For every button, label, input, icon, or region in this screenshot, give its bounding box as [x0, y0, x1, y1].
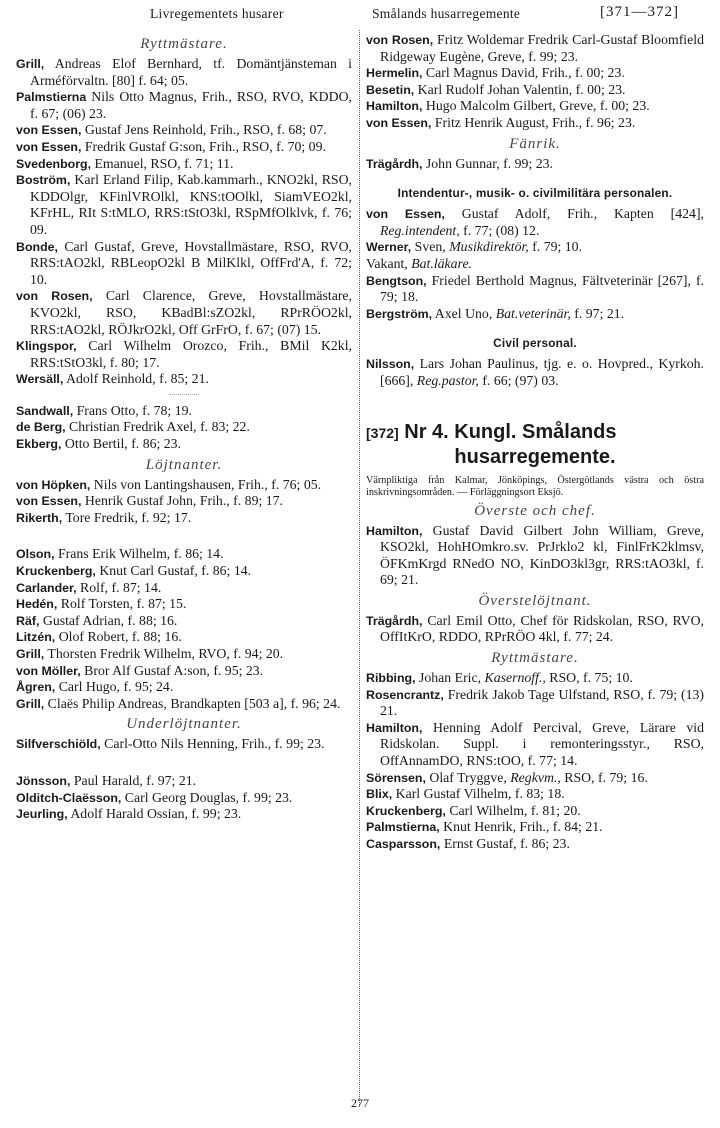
- entry-details: f. 66; (97) 03.: [478, 372, 559, 388]
- roster-entry: [366, 720, 704, 770]
- regiment-header: [366, 420, 704, 499]
- entry-surname: Bergström,: [366, 306, 433, 321]
- roster-entry: [16, 629, 352, 646]
- roster-entry: [16, 790, 352, 807]
- roster-entry: [366, 803, 704, 820]
- entry-surname: Rosencrantz,: [366, 687, 444, 702]
- roster-entry: [366, 32, 704, 65]
- entry-surname: Jeurling,: [16, 807, 68, 822]
- roster-entry: [16, 493, 352, 510]
- entry-details: Gustaf Jens Reinhold, Frih., RSO, f. 68; 07.: [81, 122, 327, 138]
- section-heading: Fänrik.: [509, 135, 561, 152]
- right-column-bottom: [366, 503, 704, 853]
- entry-details: Vakant,: [366, 255, 412, 271]
- roster-entry: [16, 773, 352, 790]
- entry-title-italic: Bat.läkare.: [411, 255, 473, 271]
- roster-entry: [16, 371, 352, 388]
- entry-details: Carl Wilhelm Orozco, Frih., BMil K2kl, RRS:tStO3kl, f. 80; 17.: [30, 338, 352, 370]
- roster-entry: [16, 56, 352, 89]
- entry-surname: Litzén,: [16, 630, 56, 645]
- entry-surname: de Berg,: [16, 420, 66, 435]
- entry-surname: von Essen,: [16, 139, 82, 154]
- entry-surname: Trägårdh,: [366, 613, 423, 628]
- right-column: [366, 32, 704, 853]
- column-divider: [359, 30, 360, 1105]
- roster-entry: [16, 172, 352, 238]
- regiment-title: [366, 420, 704, 469]
- entry-surname: von Essen,: [16, 123, 82, 138]
- entry-details: Lars Johan Paulinus, tjg. e. o. Hovpred., Kyrkoh. [666],: [380, 356, 704, 388]
- entry-surname: von Essen,: [366, 207, 445, 222]
- entry-details: f. 97; 21.: [570, 305, 625, 321]
- entry-details: Johan Eric,: [415, 670, 485, 686]
- entry-details: Paul Harald, f. 97; 21.: [70, 772, 197, 788]
- entry-title-italic: Bat.veterinär,: [495, 305, 571, 321]
- section-heading-caps: Civil personal.: [493, 336, 577, 351]
- entry-surname: Grill,: [16, 57, 45, 71]
- entry-details: Henrik Gustaf John, Frih., f. 89; 17.: [81, 493, 283, 509]
- page-number: 277: [351, 1096, 369, 1110]
- roster-entry: [16, 563, 352, 580]
- roster-entry: [366, 115, 704, 132]
- entry-surname: Grill,: [16, 696, 45, 711]
- section-heading: Ryttmästare.: [491, 650, 579, 667]
- entry-details: Carl-Otto Nils Henning, Frih., f. 99; 23.: [100, 736, 325, 752]
- entry-surname: Bonde,: [16, 239, 58, 254]
- roster-entry: [366, 273, 704, 306]
- roster-entry: [16, 122, 352, 139]
- entry-surname: von Rosen,: [16, 289, 93, 304]
- entry-surname: Hedén,: [16, 597, 58, 612]
- entry-title-italic: Regkvm.,: [510, 769, 561, 785]
- entry-details: Carl Emil Otto, Chef för Ridskolan, RSO, RVO, OffItKrO, RDDO, RPrRÖO 4kl, f. 77; 24.: [380, 612, 704, 645]
- entry-details: Nils von Lantingshausen, Frih., f. 76; 05.: [90, 476, 322, 492]
- entry-details: Hugo Malcolm Gilbert, Greve, f. 00; 23.: [422, 98, 650, 114]
- roster-entry: [16, 510, 352, 527]
- entry-surname: Klingspor,: [16, 339, 77, 354]
- roster-entry: [16, 736, 352, 753]
- entry-details: Adolf Harald Ossian, f. 99; 23.: [67, 806, 242, 822]
- roster-entry: [16, 338, 352, 371]
- entry-surname: Svedenborg,: [16, 156, 92, 171]
- entry-details: Thorsten Fredrik Wilhelm, RVO, f. 94; 20.: [44, 646, 284, 661]
- roster-entry: [16, 288, 352, 338]
- roster-entry: [16, 436, 352, 453]
- regiment-note: Värnpliktiga från Kalmar, Jönköpings, Östergötlands västra och östra inskrivningsområden. — Förläggningsort Eksjö.: [366, 474, 704, 498]
- entry-details: Gustaf Adolf, Frih., Kapten [424],: [444, 206, 704, 222]
- entry-details: Andreas Elof Bernhard, tf. Domäntjänsteman i Arméförvaltn. [80] f. 64; 05.: [30, 56, 352, 88]
- entry-details: Fredrik Jakob Tage Ulfstand, RSO, f. 79; (13) 21.: [380, 686, 704, 719]
- entry-title-italic: Musikdirektör,: [449, 239, 529, 255]
- entry-surname: von Möller,: [16, 663, 81, 678]
- entry-details: Knut Henrik, Frih., f. 84; 21.: [439, 819, 603, 835]
- entry-surname: Wersäll,: [16, 372, 64, 387]
- entry-details: Gustaf David Gilbert John William, Greve, KSO2kl, HohHOmkro.sv. PrJrklo2 kl, FinlFrK2klmsv, ÖFKmKrgd RNedO NO, KinDO3kl3gr, RRS:tAO3kl, f. 69; 21.: [380, 522, 704, 588]
- entry-surname: Hamilton,: [366, 720, 423, 735]
- roster-entry: [16, 239, 352, 289]
- entry-details: f. 77; (08) 12.: [459, 222, 540, 238]
- roster-entry: [16, 663, 352, 680]
- entry-details: Otto Bertil, f. 86; 23.: [61, 436, 182, 452]
- entry-details: Christian Fredrik Axel, f. 83; 22.: [65, 419, 250, 435]
- entry-details: Carl Georg Douglas, f. 99; 23.: [121, 789, 293, 805]
- roster-entry: [366, 670, 704, 687]
- running-head-right: Smålands husarregemente: [372, 6, 521, 21]
- left-column: [16, 32, 352, 823]
- entry-surname: Hermelin,: [366, 66, 423, 81]
- entry-details: Rolf Torsten, f. 87; 15.: [57, 596, 187, 612]
- entry-details: f. 79; 10.: [528, 239, 583, 255]
- roster-entry: [16, 806, 352, 823]
- entry-details: Henning Adolf Percival, Greve, Lärare vid Ridskolan. Suppl. i remonteringsstyr., RSO, OffAnnamDO, RNS:tOO, f. 77; 14.: [380, 719, 704, 769]
- entry-details: Fritz Henrik August, Frih., f. 96; 23.: [431, 114, 636, 130]
- roster-entry: [366, 206, 704, 239]
- entry-surname: Sörensen,: [366, 770, 426, 785]
- regiment-title-text: Nr 4. Kungl. Smålands: [404, 420, 617, 443]
- roster-entry: [366, 523, 704, 589]
- entry-details: Sven,: [411, 239, 450, 255]
- entry-surname: von Essen,: [16, 494, 82, 509]
- entry-surname: Casparsson,: [366, 837, 441, 851]
- entry-surname: Blix,: [366, 787, 393, 802]
- entry-surname: Bengtson,: [366, 273, 427, 288]
- entry-details: Olof Robert, f. 88; 16.: [55, 629, 182, 645]
- entry-surname: von Rosen,: [366, 33, 434, 47]
- entry-surname: Hamilton,: [366, 523, 423, 538]
- roster-entry: [16, 696, 352, 713]
- entry-title-italic: Reg.intendent,: [380, 222, 460, 238]
- entry-details: Frans Otto, f. 78; 19.: [73, 402, 192, 418]
- entry-surname: Silfverschiöld,: [16, 737, 101, 752]
- section-heading: Överste och chef.: [474, 502, 596, 519]
- entry-details: Karl Erland Filip, Kab.kammarh., KNO2kl, RSO, KDDOlgr, KFinlVROlkl, KNS:tOOlkl, SiamVEO2kl, KFrHL, RIt S:tMLO, RRS:tStO3kl, RSpMfOlklvk, f. 76; 09.: [30, 172, 352, 237]
- entry-details: Carl Wilhelm, f. 81; 20.: [445, 802, 581, 818]
- entry-details: Friedel Berthold Magnus, Fältveterinär [267], f. 79; 18.: [380, 272, 704, 305]
- entry-surname: Grill,: [16, 647, 45, 661]
- entry-details: Carl Hugo, f. 95; 24.: [55, 679, 174, 695]
- roster-entry: [16, 580, 352, 597]
- roster-entry: [16, 546, 352, 563]
- roster-entry: [16, 613, 352, 630]
- roster-entry: [366, 770, 704, 787]
- roster-entry: [366, 306, 704, 323]
- entry-details: Adolf Reinhold, f. 85; 21.: [63, 371, 209, 387]
- section-heading: Löjtnanter.: [145, 456, 223, 473]
- entry-details: John Gunnar, f. 99; 23.: [422, 155, 553, 171]
- regiment-title-line2: husarregemente.: [454, 445, 616, 468]
- roster-entry: [366, 239, 704, 256]
- roster-entry: [366, 687, 704, 720]
- entry-surname: Palmstierna: [16, 90, 87, 105]
- entry-details: Knut Carl Gustaf, f. 86; 14.: [95, 563, 252, 579]
- entry-details: Claës Philip Andreas, Brandkapten [503 a], f. 96; 24.: [44, 695, 341, 711]
- entry-surname: Ekberg,: [16, 437, 62, 452]
- entry-details: Nils Otto Magnus, Frih., RSO, RVO, KDDO, f. 67; (06) 23.: [30, 89, 352, 121]
- right-column-top: [366, 32, 704, 390]
- entry-surname: Trägårdh,: [366, 156, 423, 171]
- entry-details: Axel Uno,: [432, 305, 496, 321]
- roster-entry: [366, 98, 704, 115]
- running-head-left: Livregementets husarer: [150, 6, 284, 21]
- entry-title-italic: Kasernoff.,: [484, 670, 546, 686]
- entry-surname: von Höpken,: [16, 477, 91, 492]
- entry-surname: Boström,: [16, 173, 71, 188]
- entry-surname: von Essen,: [366, 115, 432, 130]
- entry-surname: Hamilton,: [366, 99, 423, 114]
- roster-entry: [366, 65, 704, 82]
- roster-entry: [366, 819, 704, 836]
- section-heading-caps: Intendentur-, musik- o. civilmilitära personalen.: [397, 186, 673, 201]
- entry-surname: Ågren,: [16, 680, 56, 695]
- entry-surname: Werner,: [366, 240, 412, 255]
- entry-title-italic: Reg.pastor,: [416, 372, 479, 388]
- spacer: [16, 753, 352, 773]
- section-heading: Underlöjtnanter.: [126, 716, 242, 733]
- entry-surname: Palmstierna,: [366, 820, 440, 835]
- entry-surname: Besetin,: [366, 82, 415, 97]
- entry-surname: Olson,: [16, 547, 55, 562]
- running-head-range: [371—372]: [600, 4, 679, 20]
- running-head: [0, 4, 720, 26]
- roster-entry: [16, 89, 352, 122]
- regiment-number: [372]: [366, 424, 399, 441]
- roster-entry: [366, 156, 704, 173]
- entry-surname: Ribbing,: [366, 671, 416, 686]
- entry-details: Carl Gustaf, Greve, Hovstallmästare, RSO, RVO, RRS:tAO2kl, RBLeopO2kl B MilKlkl, OffFrd'A, f. 72; 10.: [30, 238, 352, 287]
- roster-entry: [16, 679, 352, 696]
- roster-entry: [16, 403, 352, 420]
- entry-details: RSO, f. 75; 10.: [545, 670, 633, 686]
- entry-surname: Rikerth,: [16, 510, 63, 525]
- entry-surname: Carlander,: [16, 580, 77, 595]
- roster-entry: [16, 156, 352, 173]
- entry-details: Frans Erik Wilhelm, f. 86; 14.: [54, 546, 224, 562]
- section-heading: Överstelöjtnant.: [478, 592, 592, 609]
- entry-details: RSO, f. 79; 16.: [560, 769, 648, 785]
- entry-details: Bror Alf Gustaf A:son, f. 95; 23.: [80, 662, 264, 678]
- entry-details: Ernst Gustaf, f. 86; 23.: [440, 836, 570, 851]
- entry-details: Karl Gustaf Vilhelm, f. 83; 18.: [392, 786, 565, 802]
- entry-surname: Sandwall,: [16, 403, 74, 418]
- entry-details: Karl Rudolf Johan Valentin, f. 00; 23.: [414, 81, 626, 97]
- entry-details: Rolf, f. 87; 14.: [76, 579, 162, 595]
- roster-entry: [366, 786, 704, 803]
- entry-details: Carl Magnus David, Frih., f. 00; 23.: [422, 65, 625, 81]
- entry-surname: Kruckenberg,: [366, 803, 446, 818]
- entry-surname: Kruckenberg,: [16, 564, 96, 579]
- entry-details: Emanuel, RSO, f. 71; 11.: [91, 155, 234, 171]
- entry-details: Fredrik Gustaf G:son, Frih., RSO, f. 70; 09.: [81, 138, 326, 154]
- roster-entry: [16, 646, 352, 663]
- roster-entry: [366, 356, 704, 389]
- roster-entry: [16, 139, 352, 156]
- divider-rule: [169, 394, 199, 395]
- roster-entry: [366, 836, 704, 853]
- roster-entry: [366, 613, 704, 646]
- entry-details: Olaf Tryggve,: [425, 769, 511, 785]
- entry-details: Gustaf Adrian, f. 88; 16.: [39, 612, 178, 628]
- entry-details: Carl Clarence, Greve, Hovstallmästare, KVO2kl, RSO, KBadBl:sZO2kl, RPrRÖO2kl, RRS:tAO2kl, RÖJkrO2kl, Off GrFrO, f. 67; (07) 15.: [30, 288, 353, 337]
- roster-entry: [366, 82, 704, 99]
- roster-entry: [366, 256, 704, 273]
- entry-surname: Räf,: [16, 613, 40, 628]
- section-heading: Ryttmästare.: [140, 36, 228, 52]
- entry-details: Fritz Woldemar Fredrik Carl-Gustaf Bloomfield Ridgeway Eugène, Greve, f. 99; 23.: [380, 32, 704, 64]
- entry-surname: Olditch-Claësson,: [16, 790, 122, 805]
- roster-entry: [16, 596, 352, 613]
- entry-surname: Jönsson,: [16, 773, 71, 788]
- spacer: [16, 526, 352, 546]
- regiment-title-line1: [366, 420, 704, 445]
- entry-surname: Nilsson,: [366, 357, 415, 372]
- roster-entry: [16, 477, 352, 494]
- roster-entry: [16, 419, 352, 436]
- entry-details: Tore Fredrik, f. 92; 17.: [62, 509, 192, 525]
